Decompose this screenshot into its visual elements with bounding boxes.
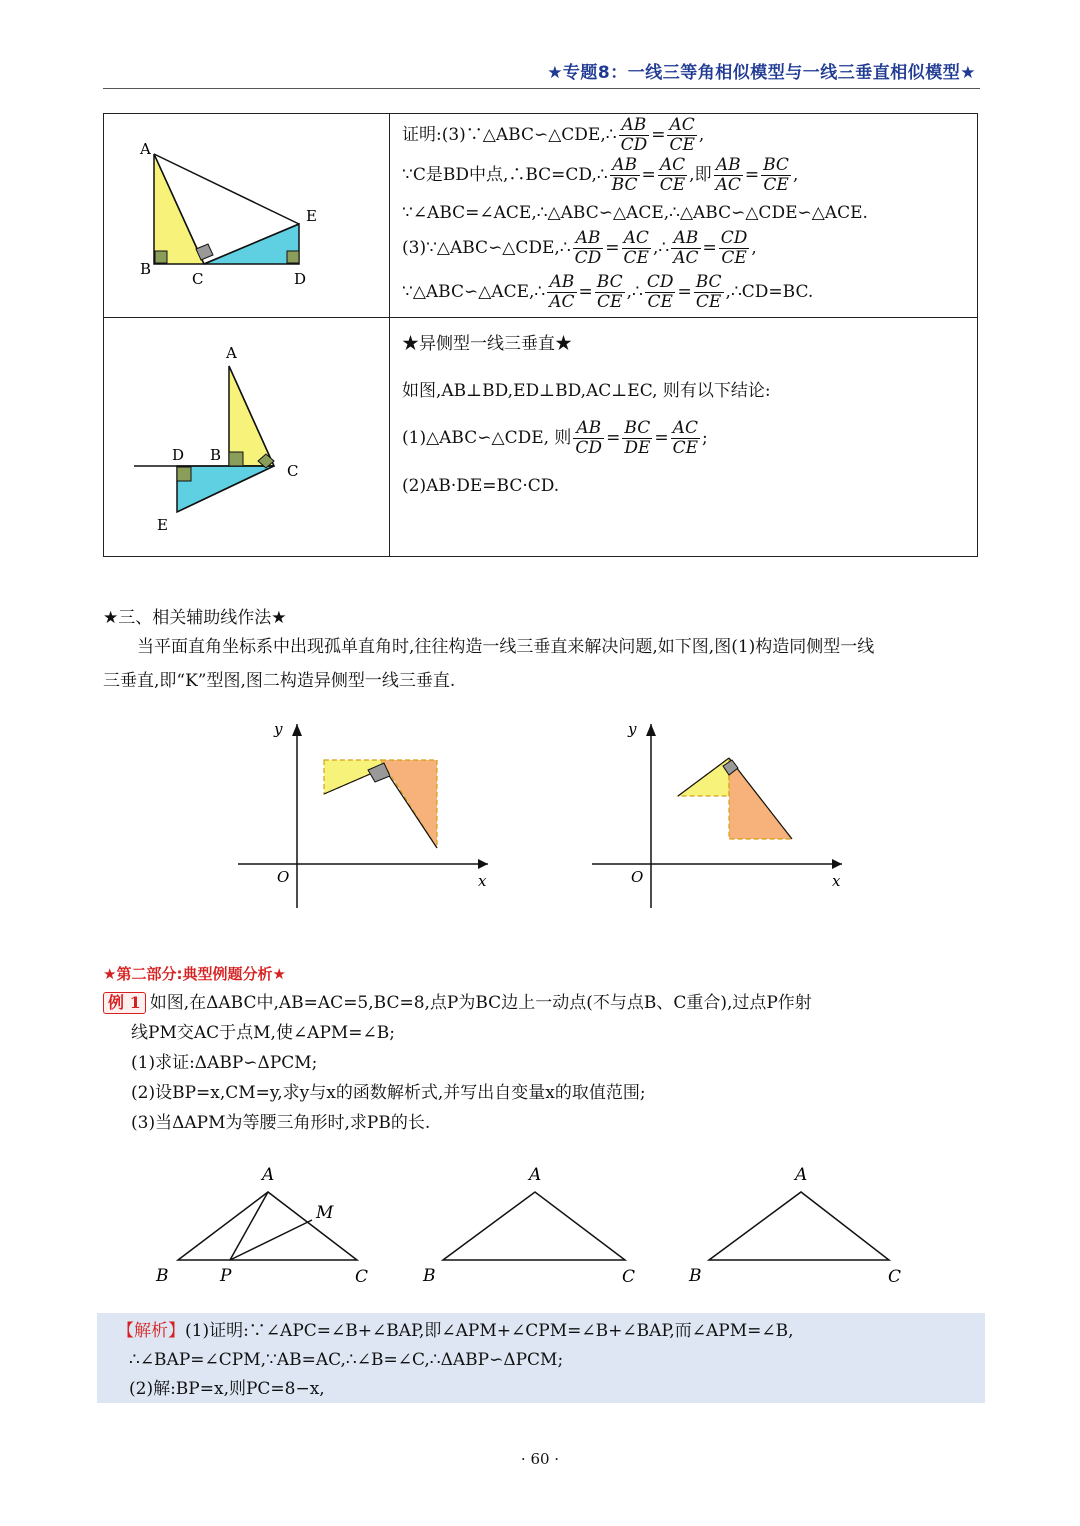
tri1-M: M bbox=[316, 1203, 334, 1223]
example-q2: (2)设BP=x,CM=y,求y与x的函数解析式,并写出自变量x的取值范围; bbox=[131, 1083, 646, 1103]
row2-title: ★异侧型一线三垂直★ bbox=[402, 334, 572, 354]
section3-title: ★三、相关辅助线作法★ bbox=[103, 608, 287, 628]
label-B: B bbox=[140, 260, 152, 278]
tri1-C: C bbox=[355, 1267, 369, 1287]
same-side-figure bbox=[124, 134, 364, 294]
label-E: E bbox=[306, 207, 317, 225]
example-q3: (3)当ΔAPM为等腰三角形时,求PB的长. bbox=[131, 1113, 431, 1133]
section3-line2: 三垂直,即“K”型图,图二构造异侧型一线三垂直. bbox=[103, 671, 456, 691]
axis-x-label: x bbox=[478, 872, 487, 890]
section3-line1: 当平面直角坐标系中出现孤单直角时,往往构造一线三垂直来解决问题,如下图,图(1)构造同侧型一线 bbox=[137, 637, 875, 657]
model-table bbox=[103, 113, 978, 557]
label-D: D bbox=[294, 270, 307, 288]
coord-figure-1 bbox=[238, 718, 498, 918]
tri2-B: B bbox=[423, 1266, 436, 1286]
row1-line4: (3)∵△ABC∽△CDE,∴ $\frac{AB}{CD}$ = $\frac{AC}{CE}$ ,∴ $\frac{AB}{AC}$ = $\frac{CD}{CE}$ , bbox=[402, 228, 757, 268]
solution-line2: ∴∠BAP=∠CPM,∵AB=AC,∴∠B=∠C,∴ΔABP∽ΔPCM; bbox=[129, 1350, 564, 1370]
axis-y-label: y bbox=[628, 720, 637, 738]
row2-line1: 如图,AB⊥BD,ED⊥BD,AC⊥EC, 则有以下结论: bbox=[402, 381, 771, 401]
example-1 bbox=[103, 988, 983, 1138]
part2-title: ★第二部分:典型例题分析★ bbox=[103, 965, 286, 983]
triangle-figure-2 bbox=[415, 1160, 655, 1290]
header-title: ★专题8：一线三等角相似模型与一线三垂直相似模型★ bbox=[547, 63, 976, 83]
tri2-C: C bbox=[622, 1267, 636, 1287]
row1-line2: ∵C是BD中点,∴BC=CD,∴ $\frac{AB}{BC}$ = $\frac{AC}{CE}$ ,即 $\frac{AB}{AC}$ = $\frac{BC}{CE}$ , bbox=[402, 155, 799, 195]
row2-line3: (2)AB·DE=BC·CD. bbox=[402, 476, 560, 496]
tri3-B: B bbox=[689, 1266, 702, 1286]
header-divider bbox=[103, 88, 980, 89]
label-A: A bbox=[226, 344, 237, 362]
example-line2: 线PM交AC于点M,使∠APM=∠B; bbox=[131, 1023, 396, 1043]
opposite-side-figure bbox=[124, 336, 364, 546]
table-row-divider bbox=[104, 317, 977, 318]
page-number: · 60 · bbox=[520, 1450, 560, 1468]
triangle-figure-3 bbox=[681, 1160, 921, 1290]
label-C: C bbox=[192, 270, 204, 288]
coord-figure-2 bbox=[592, 718, 852, 918]
solution-line1: 【解析】(1)证明:∵∠APC=∠B+∠BAP,即∠APM+∠CPM=∠B+∠BAP,而∠APM=∠B, bbox=[117, 1321, 794, 1341]
row1-line1: 证明:(3)∵△ABC∽△CDE,∴ $\frac{AB}{CD}$ = $\frac{AC}{CE}$ , bbox=[402, 115, 705, 155]
solution-tag: 【解析】 bbox=[117, 1321, 185, 1341]
label-E: E bbox=[157, 516, 168, 534]
axis-origin-label: O bbox=[277, 868, 290, 886]
example-badge: 例 1 bbox=[103, 992, 146, 1014]
tri3-C: C bbox=[888, 1267, 902, 1287]
tri2-A: A bbox=[529, 1165, 542, 1185]
label-C: C bbox=[287, 462, 299, 480]
solution-box bbox=[97, 1313, 985, 1403]
label-B: B bbox=[210, 446, 222, 464]
row1-line3: ∵∠ABC=∠ACE,∴△ABC∽△ACE,∴△ABC∽△CDE∽△ACE. bbox=[402, 203, 868, 223]
triangle-figure-1 bbox=[150, 1160, 390, 1290]
axis-x-label: x bbox=[832, 872, 841, 890]
tri1-P: P bbox=[220, 1266, 232, 1286]
tri3-A: A bbox=[795, 1165, 808, 1185]
tri1-B: B bbox=[156, 1266, 169, 1286]
section3-paragraph bbox=[103, 630, 983, 698]
axis-origin-label: O bbox=[631, 868, 644, 886]
tri1-A: A bbox=[262, 1165, 275, 1185]
table-col-divider bbox=[389, 114, 390, 556]
label-D: D bbox=[172, 446, 185, 464]
label-A: A bbox=[140, 140, 151, 158]
axis-y-label: y bbox=[274, 720, 283, 738]
row2-line2: (1)△ABC∽△CDE, 则 $\frac{AB}{CD}$ = $\frac{BC}{DE}$ = $\frac{AC}{CE}$ ; bbox=[402, 418, 708, 458]
row1-line5: ∵△ABC∽△ACE,∴ $\frac{AB}{AC}$ = $\frac{BC}{CE}$ ,∴ $\frac{CD}{CE}$ = $\frac{BC}{CE}$ ,∴CD=BC. bbox=[402, 272, 814, 312]
solution-line3: (2)解:BP=x,则PC=8−x, bbox=[129, 1379, 325, 1399]
example-q1: (1)求证:ΔABP∽ΔPCM; bbox=[131, 1053, 318, 1073]
example-line1: 如图,在ΔABC中,AB=AC=5,BC=8,点P为BC边上一动点(不与点B、C重合),过点P作射 bbox=[149, 993, 812, 1013]
